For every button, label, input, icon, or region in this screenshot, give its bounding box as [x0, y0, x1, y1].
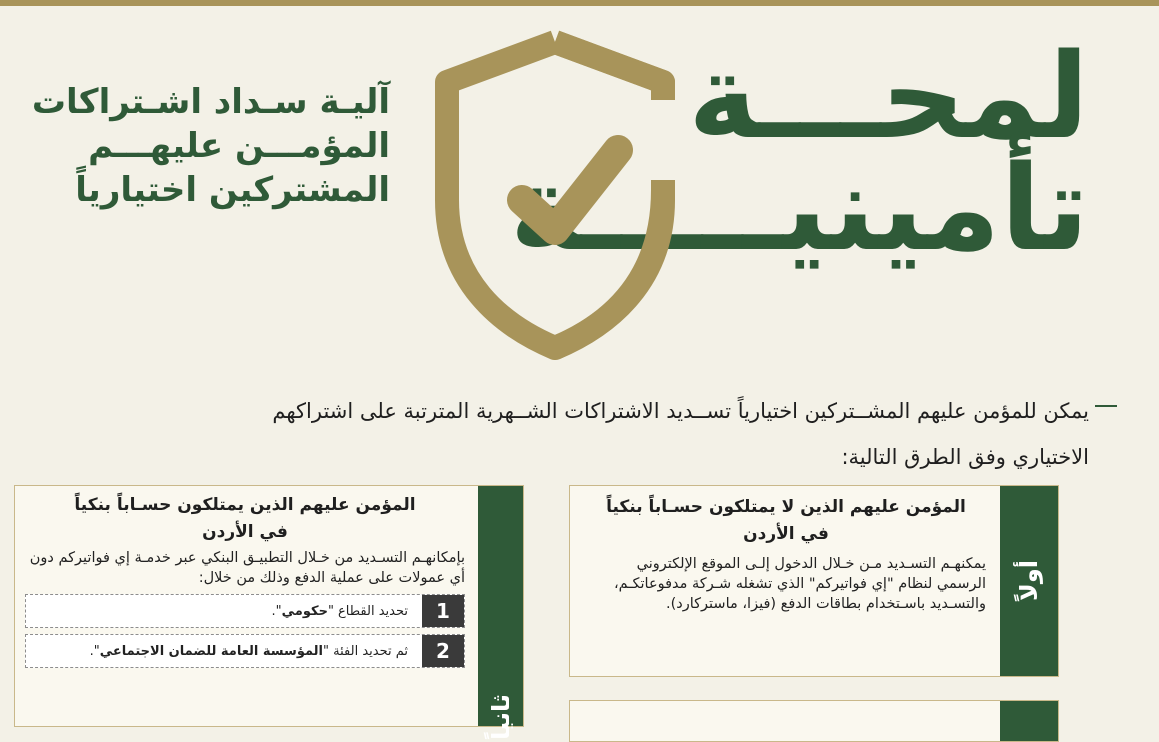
step-text-bold: المؤسسة العامة للضمان الاجتماعي	[99, 643, 324, 659]
page-title	[509, 27, 1089, 277]
step-number: 1	[422, 595, 464, 627]
card-second-tab	[478, 486, 523, 740]
card-second-heading: المؤمن عليهم الذين يمتلكون حسـاباً بنكياً	[74, 495, 416, 515]
step-text-post: ".	[89, 643, 100, 659]
step-text-pre: ثم تحديد الفئة "	[323, 643, 408, 659]
step-text-pre: تحديد القطاع "	[327, 603, 408, 619]
card-first-heading-pre: المؤمن عليهم الذين	[800, 497, 966, 517]
card-first-heading	[586, 494, 986, 521]
top-accent-bar	[0, 0, 1159, 6]
title-line-2: تأمينيـــــة	[509, 139, 1089, 277]
intro-text	[9, 388, 1089, 480]
step-number: 2	[422, 635, 464, 667]
card-first-method	[569, 485, 1059, 677]
step-text-bold: حكومي	[281, 603, 328, 619]
intro-dash	[1095, 405, 1117, 407]
step-text-post: ".	[271, 603, 282, 619]
subtitle-line-3: المشتركين اختيارياً	[75, 170, 390, 210]
card-second-method	[14, 485, 524, 740]
step-text	[90, 644, 422, 659]
subtitle-line-2: المؤمـــن عليهـــم	[88, 126, 390, 166]
card-first-tab-label: أولاً	[1015, 560, 1043, 602]
card-first-heading-bold: لا	[781, 497, 795, 517]
shield-check-icon	[430, 30, 680, 360]
intro-line-1: يمكن للمؤمن عليهم المشــتركين اختيارياً تســديد الاشتراكات الشــهرية المترتبة على اشتراكهم	[272, 399, 1089, 423]
intro-line-2: الاختياري وفق الطرق التالية:	[841, 445, 1089, 469]
card-second-body: بإمكانهـم التسـديد من خـلال التطبيـق البنكي عبر خدمـة إي فواتيركم دون أي عمولات على عملية الدفع وذلك من خلال:	[29, 550, 465, 586]
card-second-tab-label: ثانياً	[486, 694, 515, 740]
card-first-body: يمكنهـم التسـديد مـن خـلال الدخول إلـى الموقع الإلكتروني الرسمي لنظام "إي فواتيركم" الذي تشغله شـركة مدفوعاتكـم، والتسـديد باسـتخدام بطاقات الدفع (فيزا، ماستركارد).	[613, 556, 986, 612]
subtitle-line-1: آليـة سـداد اشـتراكات	[31, 82, 390, 122]
card-second-heading-line2: في الأردن	[202, 522, 288, 542]
subtitle	[5, 80, 390, 212]
step-text	[272, 604, 422, 619]
card-first-heading-line2: في الأردن	[743, 524, 829, 544]
card-first-tab	[1000, 486, 1058, 676]
title-line-1: لمحـــة	[687, 27, 1089, 165]
card-third-method	[569, 700, 1059, 742]
card-first-heading-post: يمتلكون حسـاباً بنكياً	[606, 497, 776, 517]
step-item	[25, 634, 465, 668]
step-item	[25, 594, 465, 628]
card-third-tab	[1000, 701, 1058, 741]
